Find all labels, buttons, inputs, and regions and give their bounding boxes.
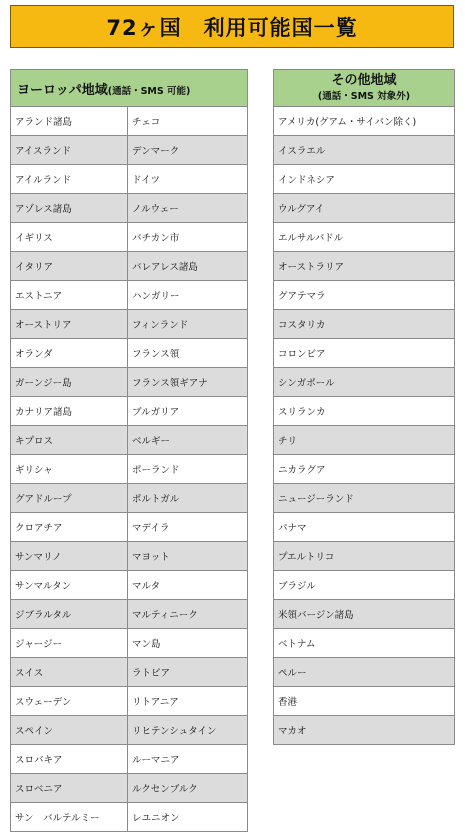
- country-cell: バチカン市: [128, 223, 248, 252]
- country-cell: ウルグアイ: [274, 194, 455, 223]
- table-row: [11, 513, 248, 542]
- country-cell: コスタリカ: [274, 310, 455, 339]
- country-cell: イギリス: [11, 223, 128, 252]
- country-cell: マデイラ: [128, 513, 248, 542]
- country-cell: イスラエル: [274, 136, 455, 165]
- country-cell: ブラジル: [274, 571, 455, 600]
- country-cell: ギリシャ: [11, 455, 128, 484]
- country-cell: グアドループ: [11, 484, 128, 513]
- table-row: [274, 165, 455, 194]
- country-cell: スウェーデン: [11, 687, 128, 716]
- country-cell: ジブラルタル: [11, 600, 128, 629]
- country-cell: ハンガリー: [128, 281, 248, 310]
- country-cell: サンマルタン: [11, 571, 128, 600]
- other-header: [274, 70, 455, 107]
- table-row: [274, 658, 455, 687]
- country-cell: スロバキア: [11, 745, 128, 774]
- table-row: [274, 600, 455, 629]
- table-row: [274, 136, 455, 165]
- page-title: 72ヶ国 利用可能国一覧: [10, 5, 454, 48]
- country-cell: チェコ: [128, 107, 248, 136]
- table-row: [11, 368, 248, 397]
- country-cell: コロンビア: [274, 339, 455, 368]
- table-row: [274, 426, 455, 455]
- country-cell: 香港: [274, 687, 455, 716]
- country-cell: アランド諸島: [11, 107, 128, 136]
- country-cell: ルクセンブルク: [128, 774, 248, 803]
- country-cell: マルティニーク: [128, 600, 248, 629]
- country-cell: エストニア: [11, 281, 128, 310]
- table-row: [274, 629, 455, 658]
- table-row: [11, 687, 248, 716]
- table-row: [274, 252, 455, 281]
- other-header-title: その他地域: [331, 72, 397, 88]
- country-cell: スリランカ: [274, 397, 455, 426]
- table-row: [11, 252, 248, 281]
- country-cell: マカオ: [274, 716, 455, 745]
- country-cell: マン島: [128, 629, 248, 658]
- europe-header-note: (通話・SMS 可能): [107, 85, 191, 97]
- table-row: [11, 194, 248, 223]
- country-cell: ルーマニア: [128, 745, 248, 774]
- table-row: [11, 426, 248, 455]
- country-cell: ベトナム: [274, 629, 455, 658]
- table-row: [11, 455, 248, 484]
- country-cell: ニカラグア: [274, 455, 455, 484]
- table-row: [11, 339, 248, 368]
- country-cell: インドネシア: [274, 165, 455, 194]
- country-cell: フィンランド: [128, 310, 248, 339]
- country-cell: クロアチア: [11, 513, 128, 542]
- country-cell: サンマリノ: [11, 542, 128, 571]
- country-cell: ベルギー: [128, 426, 248, 455]
- country-cell: ブルガリア: [128, 397, 248, 426]
- table-row: [11, 571, 248, 600]
- table-row: [274, 455, 455, 484]
- table-row: [11, 107, 248, 136]
- table-row: [274, 107, 455, 136]
- country-cell: アメリカ(グアム・サイパン除く): [274, 107, 455, 136]
- country-cell: チリ: [274, 426, 455, 455]
- country-cell: ニュージーランド: [274, 484, 455, 513]
- europe-header-title: ヨーロッパ地域: [17, 82, 108, 98]
- table-row: [11, 745, 248, 774]
- country-cell: ジャージー: [11, 629, 128, 658]
- table-row: [274, 571, 455, 600]
- country-cell: アゾレス諸島: [11, 194, 128, 223]
- country-cell: オーストリア: [11, 310, 128, 339]
- table-row: [11, 223, 248, 252]
- country-cell: 米領バージン諸島: [274, 600, 455, 629]
- table-row: [11, 542, 248, 571]
- table-row: [11, 716, 248, 745]
- country-cell: スペイン: [11, 716, 128, 745]
- table-row: [274, 281, 455, 310]
- country-cell: グアテマラ: [274, 281, 455, 310]
- table-row: [11, 397, 248, 426]
- table-row: [274, 687, 455, 716]
- country-cell: マヨット: [128, 542, 248, 571]
- table-row: [274, 339, 455, 368]
- other-header-note: (通話・SMS 対象外): [317, 90, 411, 102]
- country-cell: エルサルバドル: [274, 223, 455, 252]
- table-row: [11, 658, 248, 687]
- country-cell: オーストラリア: [274, 252, 455, 281]
- table-row: [11, 136, 248, 165]
- table-row: [274, 513, 455, 542]
- table-row: [274, 542, 455, 571]
- country-cell: リヒテンシュタイン: [128, 716, 248, 745]
- country-cell: オランダ: [11, 339, 128, 368]
- country-cell: イタリア: [11, 252, 128, 281]
- country-cell: リトアニア: [128, 687, 248, 716]
- country-cell: カナリア諸島: [11, 397, 128, 426]
- country-cell: ドイツ: [128, 165, 248, 194]
- country-cell: フランス領: [128, 339, 248, 368]
- country-cell: ノルウェー: [128, 194, 248, 223]
- country-cell: フランス領ギアナ: [128, 368, 248, 397]
- table-row: [11, 774, 248, 803]
- country-cell: プエルトリコ: [274, 542, 455, 571]
- table-row: [274, 368, 455, 397]
- table-row: [11, 165, 248, 194]
- table-row: [274, 223, 455, 252]
- table-row: [274, 310, 455, 339]
- table-row: [11, 803, 248, 832]
- country-cell: マルタ: [128, 571, 248, 600]
- europe-table: [10, 69, 248, 832]
- country-cell: サン バルテルミー: [11, 803, 128, 832]
- table-row: [274, 194, 455, 223]
- table-row: [11, 629, 248, 658]
- country-cell: アイルランド: [11, 165, 128, 194]
- country-cell: キプロス: [11, 426, 128, 455]
- table-row: [11, 600, 248, 629]
- table-row: [274, 716, 455, 745]
- country-cell: スイス: [11, 658, 128, 687]
- country-cell: スロベニア: [11, 774, 128, 803]
- europe-header: [11, 70, 248, 107]
- country-cell: レユニオン: [128, 803, 248, 832]
- table-row: [11, 310, 248, 339]
- country-cell: アイスランド: [11, 136, 128, 165]
- country-cell: ガーンジー島: [11, 368, 128, 397]
- country-cell: シンガポール: [274, 368, 455, 397]
- table-row: [274, 397, 455, 426]
- country-cell: ペルー: [274, 658, 455, 687]
- country-cell: ポルトガル: [128, 484, 248, 513]
- country-cell: デンマーク: [128, 136, 248, 165]
- table-row: [11, 484, 248, 513]
- country-cell: ラトビア: [128, 658, 248, 687]
- table-row: [11, 281, 248, 310]
- other-table: [273, 69, 455, 745]
- table-row: [274, 484, 455, 513]
- country-cell: ポーランド: [128, 455, 248, 484]
- country-cell: パナマ: [274, 513, 455, 542]
- country-cell: バレアレス諸島: [128, 252, 248, 281]
